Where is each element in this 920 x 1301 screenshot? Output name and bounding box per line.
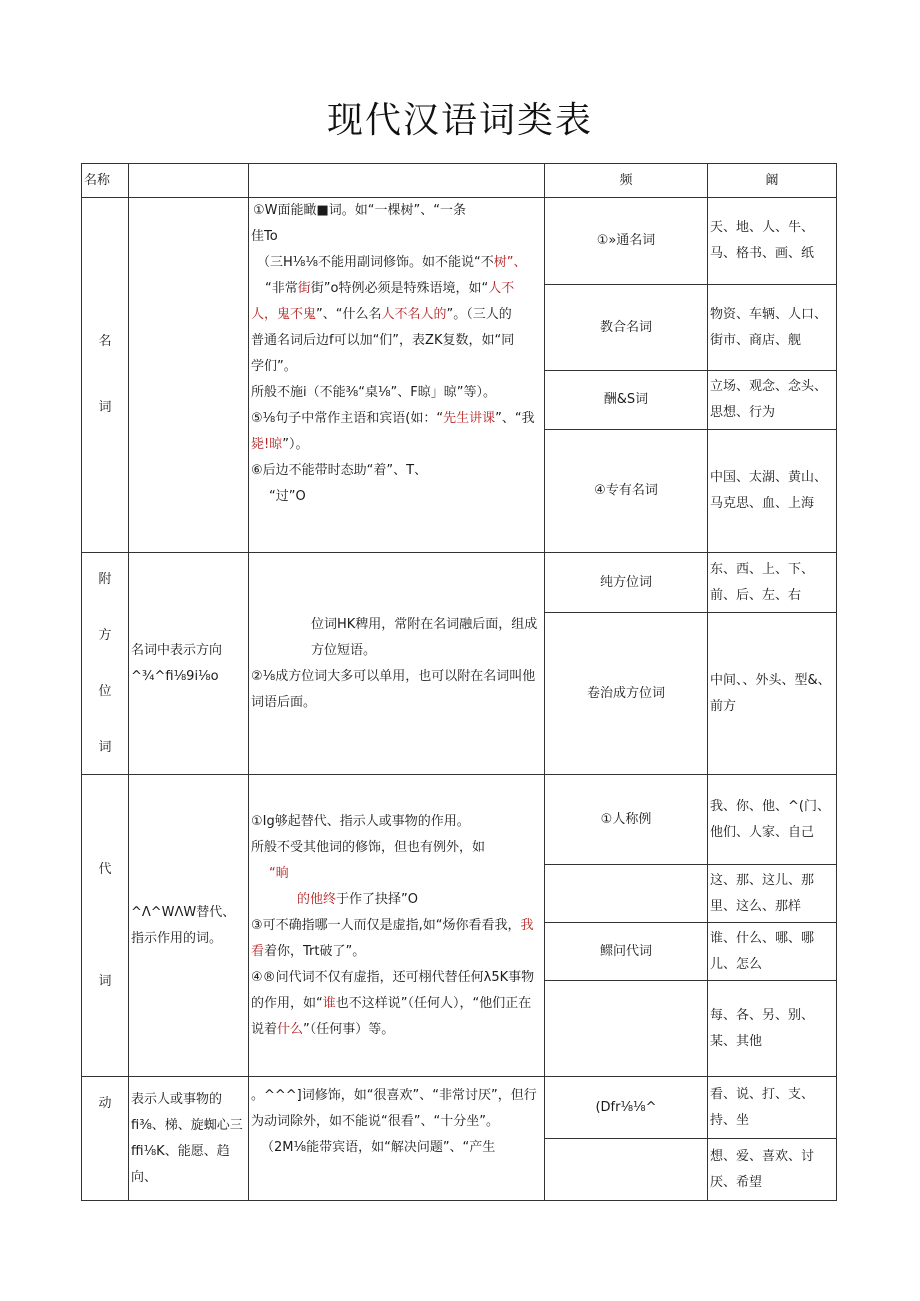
pronoun-ex-other: 每、各、另、别、某、其他 [708, 981, 837, 1077]
header-examples: 阚 [708, 164, 837, 198]
locative-features: 位词HK稗用，常附在名词融后面，组成方位短语。 ②⅛成方位词大多可以单用，也可以附在名词叫他词语后面。 [249, 553, 545, 775]
pronoun-sub-interrogative: 鳏问代词 [545, 923, 708, 981]
pronoun-ex-demonstrative: 这、那、这儿、那里、这么、那样 [708, 865, 837, 923]
locative-name: 附 方 位 词 [82, 553, 129, 775]
header-definition [129, 164, 249, 198]
verb-definition: 表示人或事物的fi⅜、梯、旋蜘心三ffi⅛K、能愿、趋向、 [129, 1077, 249, 1201]
locative-ex-pure: 东、西、上、下、前、后、左、右 [708, 553, 837, 613]
noun-sub-collective: 教合名词 [545, 285, 708, 371]
pronoun-features: ①Ig够起替代、指示人或事物的作用。 所般不受其他词的修饰，但也有例外，如 “晌 的他终于作了抉择”O ③可不确指哪一人而仅是虚指,如“炀你看看我，我 看着你，Trt破了”。 ④®问代词不仅有虚指，还可栩代替任何λ5K事物的作用，如“谁也不这样说”（任何人），“他们正在说着什么”（任何事）等。 [249, 775, 545, 1077]
noun-sub-abstract: 酬&S词 [545, 371, 708, 430]
noun-row [82, 198, 837, 285]
verb-row [82, 1077, 837, 1139]
noun-sub-common: ①»通名词 [545, 198, 708, 285]
header-subclass: 频 [545, 164, 708, 198]
locative-ex-compound: 中间、、外头、型&、前方 [708, 613, 837, 775]
header-features [249, 164, 545, 198]
noun-ex-proper: 中国、太湖、黄山、马克思、血、上海 [708, 430, 837, 553]
noun-name: 名 词 [82, 198, 129, 553]
locative-definition: 名词中表示方向^¾^fi⅛9i⅛o [129, 553, 249, 775]
verb-ex-mental: 想、爱、喜欢、讨厌、希望 [708, 1139, 837, 1201]
pronoun-row [82, 775, 837, 865]
header-name: 名称 [82, 164, 129, 198]
header-row [82, 164, 837, 198]
noun-ex-collective: 物资、车辆、人口、街市、商店、舰 [708, 285, 837, 371]
pronoun-sub-other [545, 981, 708, 1077]
verb-sub-action: (Dfr⅛⅛^ [545, 1077, 708, 1139]
noun-ex-abstract: 立场、观念、念头、思想、行为 [708, 371, 837, 430]
pronoun-definition: ^Λ^WΛW替代、指示作用的词。 [129, 775, 249, 1077]
pronoun-ex-personal: 我、你、他、^(门、他们、人家、自己 [708, 775, 837, 865]
verb-ex-action: 看、说、打、支、持、坐 [708, 1077, 837, 1139]
pronoun-name: 代 词 [82, 775, 129, 1077]
noun-ex-common: 天、地、人、牛、马、格书、画、纸 [708, 198, 837, 285]
noun-features: ①W面能瞰■词。如“一棵树”、“一条 佳To （三H⅛⅛不能用副词修饰。如不能说“不树”、 “非常街街”o特例必须是特殊语境，如“人不 人，鬼不鬼”、“什么名人不名人的”。（三人的 普通名词后边f可以加“们”，表ZK复数，如“同 学们”。 所般不施i（不能⅜“桌⅛”、F晾」晾”等）。 ⑤⅛句子中常作主语和宾语(如：“先生讲课”、“我 毙!晾”）。 ⑥后边不能带时态助“着”、T、 “过”O [249, 198, 545, 553]
pronoun-ex-interrogative: 谁、什么、哪、哪儿、怎么 [708, 923, 837, 981]
pronoun-sub-personal: ①人称例 [545, 775, 708, 865]
locative-row [82, 553, 837, 613]
locative-sub-pure: 纯方位词 [545, 553, 708, 613]
noun-sub-proper: ④专有名词 [545, 430, 708, 553]
pronoun-sub-demonstrative [545, 865, 708, 923]
page-title: 现代汉语词类表 [326, 100, 593, 141]
locative-sub-compound: 卷治成方位词 [545, 613, 708, 775]
noun-definition [129, 198, 249, 553]
word-class-table [81, 163, 837, 1201]
verb-features: 。^^^]词修饰，如“很喜欢”、“非常讨厌”，但行为动词除外，如不能说“很看”、“十分坐”。 （2M⅛能带宾语，如“解决问题”、“产生 [249, 1077, 545, 1201]
verb-name: 动 [82, 1077, 129, 1201]
verb-sub-mental [545, 1139, 708, 1201]
